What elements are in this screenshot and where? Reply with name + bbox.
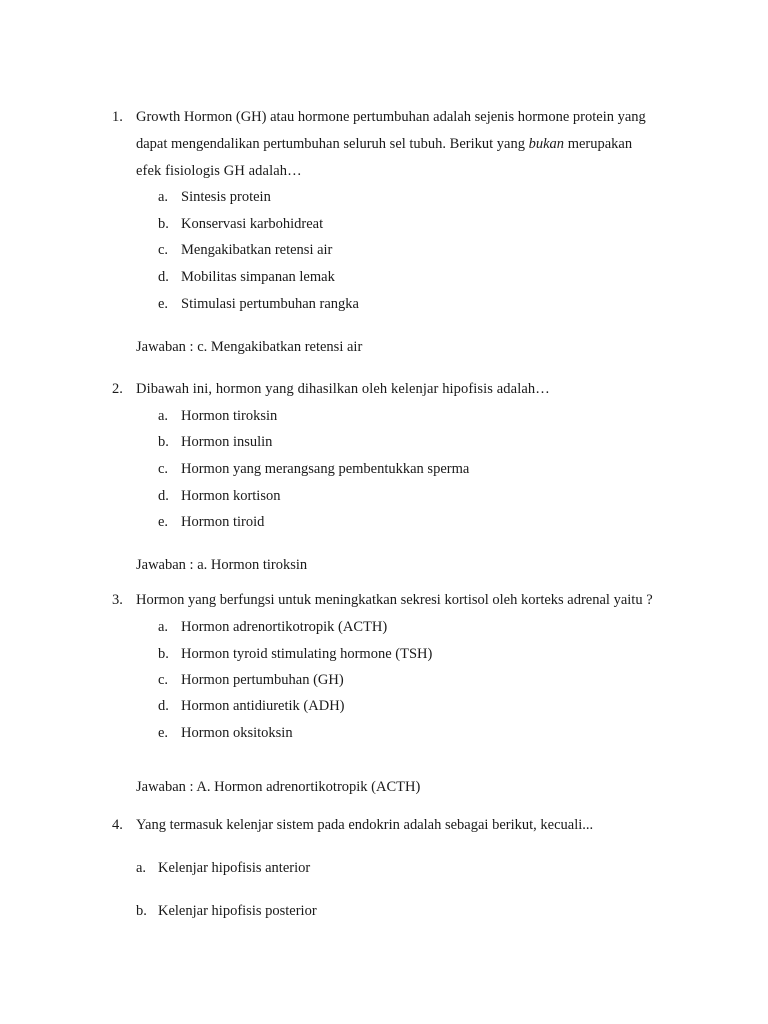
- option-letter: e.: [158, 296, 169, 312]
- option-letter: a.: [158, 619, 169, 635]
- option-letter: d.: [158, 698, 169, 714]
- question-text: efek fisiologis GH adalah…: [136, 163, 302, 179]
- question-text-segment: dapat mengendalikan pertumbuhan seluruh sel tubuh. Berikut yang: [136, 136, 529, 152]
- option-text: Hormon tiroksin: [181, 408, 278, 424]
- option-letter: b.: [158, 434, 169, 450]
- answer-text: Jawaban : a. Hormon tiroksin: [136, 557, 308, 573]
- option-letter: a.: [158, 408, 169, 424]
- option-letter: d.: [158, 488, 169, 504]
- option-text: Hormon kortison: [181, 488, 281, 504]
- option-letter: e.: [158, 725, 169, 741]
- question-text: Yang termasuk kelenjar sistem pada endokrin adalah sebagai berikut, kecuali...: [136, 817, 594, 833]
- option-text: Hormon oksitoksin: [181, 725, 293, 741]
- question-text-segment: merupakan: [564, 136, 633, 152]
- question-text-emphasis: bukan: [528, 136, 565, 152]
- option-text: Sintesis protein: [181, 189, 271, 205]
- question-number: 3.: [112, 592, 123, 608]
- option-text: Mengakibatkan retensi air: [181, 242, 333, 258]
- option-letter: d.: [158, 269, 169, 285]
- answer-text: Jawaban : c. Mengakibatkan retensi air: [136, 339, 363, 355]
- question-number: 1.: [112, 109, 123, 125]
- option-text: Hormon pertumbuhan (GH): [181, 672, 344, 688]
- option-letter: c.: [158, 242, 169, 258]
- option-text: Hormon tyroid stimulating hormone (TSH): [181, 646, 433, 662]
- option-letter: c.: [158, 672, 169, 688]
- option-text: Hormon tiroid: [181, 514, 265, 530]
- option-letter: c.: [158, 461, 169, 477]
- question-text: Hormon yang berfungsi untuk meningkatkan sekresi kortisol oleh korteks adrenal yaitu ?: [136, 592, 653, 608]
- option-letter: e.: [158, 514, 169, 530]
- question-text: Dibawah ini, hormon yang dihasilkan oleh kelenjar hipofisis adalah…: [136, 381, 550, 397]
- option-text: Kelenjar hipofisis anterior: [158, 860, 311, 876]
- option-text: Mobilitas simpanan lemak: [181, 269, 335, 285]
- option-letter: b.: [136, 903, 147, 919]
- option-text: Kelenjar hipofisis posterior: [158, 903, 317, 919]
- option-text: Stimulasi pertumbuhan rangka: [181, 296, 359, 312]
- answer-text: Jawaban : A. Hormon adrenortikotropik (ACTH): [136, 779, 421, 795]
- question-text: [136, 135, 632, 153]
- option-text: Hormon adrenortikotropik (ACTH): [181, 619, 388, 635]
- question-text: Growth Hormon (GH) atau hormone pertumbuhan adalah sejenis hormone protein yang: [136, 109, 646, 125]
- option-letter: a.: [158, 189, 169, 205]
- option-text: Hormon yang merangsang pembentukkan sperma: [181, 461, 470, 477]
- question-number: 2.: [112, 381, 123, 397]
- option-letter: b.: [158, 646, 169, 662]
- option-text: Hormon antidiuretik (ADH): [181, 698, 345, 714]
- question-number: 4.: [112, 817, 123, 833]
- option-letter: a.: [136, 860, 147, 876]
- option-text: Konservasi karbohidreat: [181, 216, 324, 232]
- option-letter: b.: [158, 216, 169, 232]
- option-text: Hormon insulin: [181, 434, 273, 450]
